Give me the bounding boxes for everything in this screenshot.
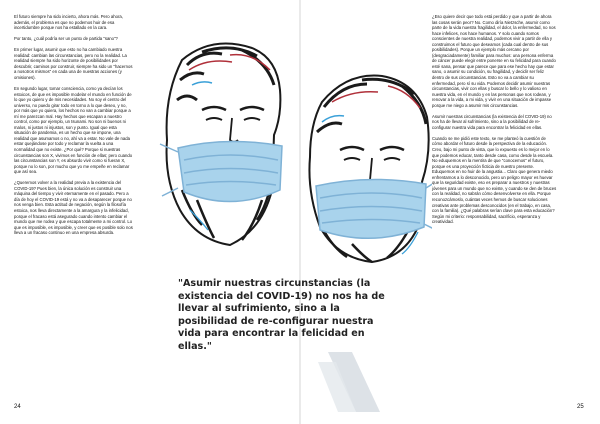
left-page-text-column (14, 14, 134, 241)
page-number-left: 24 (14, 404, 21, 410)
body-paragraph: Asumir nuestras circunstancias (la existencia del COVID-19) no nos ha de llevar al sufrimiento, sino a la posibilidad de re-configurar nuestra vida para encontrar la felicidad en ellas. (432, 113, 552, 130)
pull-quote: "Asumir nuestras circunstancias (la existencia del COVID-19) no nos ha de llevar al sufrimiento, sino a la posibilidad de re-configurar nuestra vida para encontrar la felicidad en ellas." (178, 278, 385, 352)
page-number-right: 25 (577, 404, 584, 410)
body-paragraph: En segundo lugar, tomar consciencia, como ya decían los estoicos, de que es imposible modelar el mundo en función de lo que yo quiero y de mis necesidades. No soy el centro del universo, no puedo girar todo en torno a lo que deseo, y no, por más que yo quiera, los hechos no van a cambiar porque a mí me parezcan mal. Hay hechos que escapan a nuestro control, como por ejemplo, un tsunami. No son ni buenos ni malos, ni justos ni injustos, son y punto. Igual que esta situación de pandemia, es un hecho que se impone, una realidad que asumamos o no, ahí va a estar. No vale de nada estar quejándose por todo y reclamar la vuelta a una normalidad que no existe. ¿Por qué? Porque si nuestras circunstancias son X, vivimos en función de ellas; pero cuando las circunstancias son Y, es absurdo vivir como si fueran X, porque no lo son, por mucho que yo me empeñe en reclamar que así sea. (14, 85, 133, 175)
body-paragraph: En primer lugar, asumir que esto no ha cambiado nuestra realidad: cambian las circunstancias, pero no la realidad. La realidad siempre ha sido horizonte de posibilidades por descubrir, caminos por construir, siempre ha sido un "hacernos a nosotros mismos" en cada una de nuestras acciones (y omisiones). (14, 47, 133, 80)
right-page-text-column (432, 14, 557, 230)
masked-philosophers-illustration (142, 40, 432, 265)
philosopher-bust-left-icon (160, 44, 282, 245)
body-paragraph: ¿Queremos volver a la realidad previa a la existencia del COVID-19? Pues bien, la única solución es construir una máquina del tiempo y vivir eternamente en el pasado. Pero a día de hoy el COVID-19 está y no va a desaparecer porque no nos venga bien. Esta actitud de negación, según la filosofía estoica, nos lleva directamente a la amargura y la infelicidad, porque el fracaso está asegurado cuando intento cambiar el mundo que me rodea y que escapa totalmente a mi control. Lo que es imposible, es imposible, y creer que es posible solo nos lleva a un fracaso continuo en una empresa absurda. (14, 180, 133, 236)
body-paragraph: Cuando se me pidió este texto, se me planteó la cuestión de cómo abordar el futuro desde la perspectiva de la educación. Creo, bajo mi punto de vista, que lo expuesto es lo mejor en lo que podemos educar, tanto desde casa, como desde la escuela. No eduquemos en la mentira de que "conocemos" el futuro, porque es una proyección ficticia de nuestro presente. Eduquemos en no huir de la angustia... Claro que genera miedo enfrentarnos a lo desconocido, pero un peligro mayor es huevar que la seguridad existe, eso es preparar a nuestros y nuestras jóvenes para un mundo que no existe, y cuando se den de bruces con la realidad, no sabrán cómo desenvolverse en ella. Porque reconozcámoslo, cuántas veces hemos de buscar soluciones creativas ante problemas desconocidos (en el trabajo, en casa, con la familia). ¿Qué palabras serían clave para esta educación? Según mi criterio: responsabilidad, sacrificio, esperanza y creatividad. (432, 135, 557, 225)
philosopher-bust-right-icon (309, 76, 432, 262)
decorative-chevron-icon (318, 352, 388, 412)
body-paragraph: Por tanto, ¿cuál podría ser un punto de partida "sano"? (14, 36, 118, 42)
body-paragraph: ¿Eso quiere decir que todo está perdido y que a partir de ahora las cosas serán peor? No. Como diría Nietzsche, asumir como parte de la vida nuestra fragilidad, el dolor, la enfermedad, no nos hace infelices, nos hace humanos. Y solo cuando somos conscientes de nuestra realidad, podemos vivir a partir de ella y construimos el futuro que deseamos (cada cual dentro de sus posibilidades). Porque un ejemplo más cercano por (desgraciadamente) familiar para muchos: una persona enferma de cáncer puede elegir entre ponerse en su felicidad para cuando esté sana, pensar que parece que para ese hecho hay que estar sano, o asumir su condición, su fragilidad, y decidir ser feliz dentro de sus circunstancias. Esto no va a cambiar su enfermedad, pero sí su vida. Podemos decidir asumir nuestras circunstancias, vivir con ellas y buscar lo bello y lo valioso en nuestra vida, en el mundo y en las personas que nos rodean, y renovar a la vida, a mi vida, y vivir en una situación de impasse porque me niego a asumir mis circunstancias. (432, 14, 556, 108)
body-paragraph: El futuro siempre ha sido incierto, ahora más. Pero ahora, además, el problema es que no podemos huir de esa incertidumbre porque nos ha estallado en la cara. (14, 14, 123, 31)
